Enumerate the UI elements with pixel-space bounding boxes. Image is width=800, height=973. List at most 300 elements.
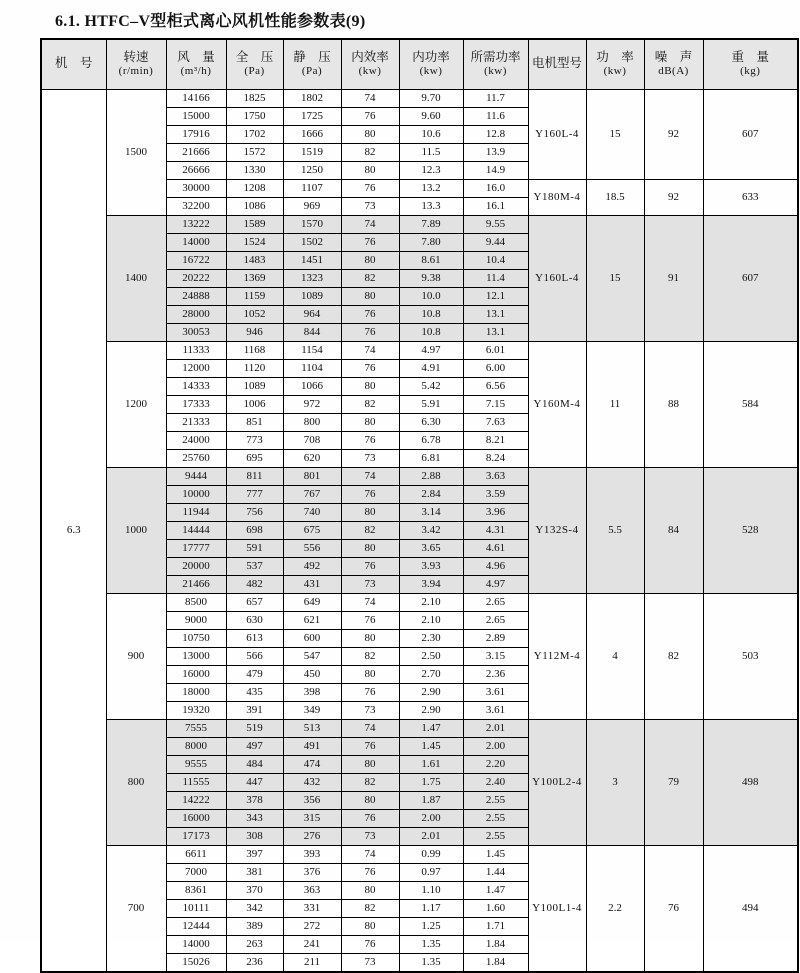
cell-total_pressure_pa: 1159: [226, 287, 283, 305]
cell-airflow_m3h: 19320: [166, 701, 226, 719]
cell-airflow_m3h: 9000: [166, 611, 226, 629]
cell-required_power_kw: 1.45: [463, 845, 528, 863]
cell-airflow_m3h: 28000: [166, 305, 226, 323]
cell-efficiency: 74: [341, 341, 399, 359]
table-header: [41, 39, 798, 89]
cell-efficiency: 76: [341, 611, 399, 629]
cell-required_power_kw: 8.21: [463, 431, 528, 449]
cell-static_pressure_pa: 969: [283, 197, 341, 215]
cell-required_power_kw: 1.44: [463, 863, 528, 881]
motor-power-cell: 5.5: [586, 467, 644, 593]
cell-efficiency: 80: [341, 251, 399, 269]
cell-efficiency: 82: [341, 899, 399, 917]
cell-required_power_kw: 3.61: [463, 683, 528, 701]
cell-efficiency: 82: [341, 269, 399, 287]
cell-static_pressure_pa: 1502: [283, 233, 341, 251]
column-unit: (Pa): [301, 65, 323, 78]
motor-weight-cell: 498: [703, 719, 798, 845]
cell-airflow_m3h: 8500: [166, 593, 226, 611]
cell-total_pressure_pa: 308: [226, 827, 283, 845]
cell-total_pressure_pa: 613: [226, 629, 283, 647]
cell-efficiency: 76: [341, 107, 399, 125]
cell-efficiency: 74: [341, 845, 399, 863]
motor-weight-cell: 528: [703, 467, 798, 593]
cell-internal_power_kw: 2.01: [399, 827, 463, 845]
cell-static_pressure_pa: 1250: [283, 161, 341, 179]
cell-airflow_m3h: 14000: [166, 233, 226, 251]
speed-cell-900: 900: [106, 593, 166, 719]
motor-power-cell: 4: [586, 593, 644, 719]
cell-efficiency: 76: [341, 683, 399, 701]
cell-internal_power_kw: 6.30: [399, 413, 463, 431]
cell-static_pressure_pa: 1519: [283, 143, 341, 161]
cell-internal_power_kw: 10.8: [399, 305, 463, 323]
cell-airflow_m3h: 10000: [166, 485, 226, 503]
column-unit: (kw): [419, 65, 443, 78]
cell-internal_power_kw: 12.3: [399, 161, 463, 179]
cell-total_pressure_pa: 630: [226, 611, 283, 629]
cell-total_pressure_pa: 381: [226, 863, 283, 881]
cell-total_pressure_pa: 1483: [226, 251, 283, 269]
cell-total_pressure_pa: 1086: [226, 197, 283, 215]
cell-total_pressure_pa: 391: [226, 701, 283, 719]
cell-static_pressure_pa: 492: [283, 557, 341, 575]
cell-total_pressure_pa: 566: [226, 647, 283, 665]
cell-required_power_kw: 3.61: [463, 701, 528, 719]
cell-efficiency: 80: [341, 917, 399, 935]
cell-required_power_kw: 8.24: [463, 449, 528, 467]
column-header-1: [106, 39, 166, 89]
cell-internal_power_kw: 11.5: [399, 143, 463, 161]
column-header-8: [528, 39, 586, 89]
table-row: [41, 719, 798, 737]
cell-total_pressure_pa: 1089: [226, 377, 283, 395]
speed-cell-800: 800: [106, 719, 166, 845]
cell-total_pressure_pa: 1006: [226, 395, 283, 413]
cell-airflow_m3h: 30053: [166, 323, 226, 341]
cell-airflow_m3h: 17777: [166, 539, 226, 557]
cell-static_pressure_pa: 1451: [283, 251, 341, 269]
cell-airflow_m3h: 14222: [166, 791, 226, 809]
cell-static_pressure_pa: 1666: [283, 125, 341, 143]
cell-efficiency: 76: [341, 737, 399, 755]
cell-static_pressure_pa: 675: [283, 521, 341, 539]
cell-total_pressure_pa: 236: [226, 953, 283, 972]
cell-efficiency: 76: [341, 179, 399, 197]
cell-airflow_m3h: 24888: [166, 287, 226, 305]
cell-airflow_m3h: 18000: [166, 683, 226, 701]
cell-total_pressure_pa: 1120: [226, 359, 283, 377]
cell-static_pressure_pa: 356: [283, 791, 341, 809]
motor-model-cell: Y112M-4: [528, 593, 586, 719]
cell-airflow_m3h: 15026: [166, 953, 226, 972]
column-label: 静 压: [293, 49, 331, 64]
cell-total_pressure_pa: 479: [226, 665, 283, 683]
cell-airflow_m3h: 16722: [166, 251, 226, 269]
cell-internal_power_kw: 2.30: [399, 629, 463, 647]
column-header-9: [586, 39, 644, 89]
cell-airflow_m3h: 11555: [166, 773, 226, 791]
cell-total_pressure_pa: 657: [226, 593, 283, 611]
column-header-3: [226, 39, 283, 89]
column-unit: (kw): [358, 65, 382, 78]
table-row: [41, 467, 798, 485]
cell-efficiency: 76: [341, 323, 399, 341]
cell-total_pressure_pa: 851: [226, 413, 283, 431]
cell-static_pressure_pa: 1066: [283, 377, 341, 395]
cell-efficiency: 76: [341, 305, 399, 323]
cell-efficiency: 73: [341, 575, 399, 593]
cell-airflow_m3h: 12000: [166, 359, 226, 377]
cell-total_pressure_pa: 1052: [226, 305, 283, 323]
motor-noise-cell: 79: [644, 719, 703, 845]
cell-efficiency: 74: [341, 467, 399, 485]
motor-model-cell: Y160M-4: [528, 341, 586, 467]
cell-required_power_kw: 11.7: [463, 89, 528, 107]
cell-internal_power_kw: 2.10: [399, 611, 463, 629]
speed-cell-1000: 1000: [106, 467, 166, 593]
cell-internal_power_kw: 3.94: [399, 575, 463, 593]
cell-required_power_kw: 4.61: [463, 539, 528, 557]
motor-power-cell: 11: [586, 341, 644, 467]
cell-static_pressure_pa: 1104: [283, 359, 341, 377]
cell-internal_power_kw: 1.87: [399, 791, 463, 809]
cell-internal_power_kw: 0.99: [399, 845, 463, 863]
cell-efficiency: 82: [341, 143, 399, 161]
cell-efficiency: 74: [341, 215, 399, 233]
cell-total_pressure_pa: 1572: [226, 143, 283, 161]
cell-airflow_m3h: 21333: [166, 413, 226, 431]
cell-static_pressure_pa: 349: [283, 701, 341, 719]
cell-static_pressure_pa: 801: [283, 467, 341, 485]
cell-airflow_m3h: 6611: [166, 845, 226, 863]
cell-required_power_kw: 12.8: [463, 125, 528, 143]
page-title: 6.1. HTFC–V型柜式离心风机性能参数表(9): [55, 13, 366, 30]
cell-static_pressure_pa: 432: [283, 773, 341, 791]
cell-efficiency: 82: [341, 395, 399, 413]
cell-airflow_m3h: 14166: [166, 89, 226, 107]
cell-static_pressure_pa: 1802: [283, 89, 341, 107]
motor-weight-cell: 494: [703, 845, 798, 972]
cell-total_pressure_pa: 1702: [226, 125, 283, 143]
cell-total_pressure_pa: 1825: [226, 89, 283, 107]
cell-total_pressure_pa: 773: [226, 431, 283, 449]
cell-efficiency: 80: [341, 125, 399, 143]
cell-airflow_m3h: 21466: [166, 575, 226, 593]
cell-required_power_kw: 4.97: [463, 575, 528, 593]
cell-static_pressure_pa: 331: [283, 899, 341, 917]
machine-number-cell: 6.3: [41, 89, 106, 972]
column-label: 功 率: [596, 49, 634, 64]
cell-airflow_m3h: 16000: [166, 665, 226, 683]
cell-required_power_kw: 2.36: [463, 665, 528, 683]
cell-internal_power_kw: 2.00: [399, 809, 463, 827]
cell-required_power_kw: 10.4: [463, 251, 528, 269]
cell-required_power_kw: 6.56: [463, 377, 528, 395]
cell-internal_power_kw: 4.97: [399, 341, 463, 359]
cell-airflow_m3h: 16000: [166, 809, 226, 827]
cell-static_pressure_pa: 211: [283, 953, 341, 972]
cell-internal_power_kw: 1.61: [399, 755, 463, 773]
cell-required_power_kw: 2.55: [463, 827, 528, 845]
column-label: 电机型号: [531, 56, 582, 71]
cell-airflow_m3h: 17333: [166, 395, 226, 413]
cell-static_pressure_pa: 315: [283, 809, 341, 827]
speed-cell-1200: 1200: [106, 341, 166, 467]
cell-airflow_m3h: 11944: [166, 503, 226, 521]
cell-efficiency: 76: [341, 557, 399, 575]
column-header-6: [399, 39, 463, 89]
column-label: 内功率: [412, 49, 450, 64]
motor-power-cell: 15: [586, 215, 644, 341]
cell-required_power_kw: 2.40: [463, 773, 528, 791]
cell-required_power_kw: 2.55: [463, 791, 528, 809]
cell-total_pressure_pa: 1369: [226, 269, 283, 287]
cell-total_pressure_pa: 389: [226, 917, 283, 935]
cell-required_power_kw: 1.47: [463, 881, 528, 899]
cell-total_pressure_pa: 698: [226, 521, 283, 539]
cell-airflow_m3h: 10750: [166, 629, 226, 647]
cell-internal_power_kw: 2.84: [399, 485, 463, 503]
cell-efficiency: 76: [341, 359, 399, 377]
cell-internal_power_kw: 2.90: [399, 683, 463, 701]
cell-internal_power_kw: 2.70: [399, 665, 463, 683]
cell-static_pressure_pa: 600: [283, 629, 341, 647]
cell-required_power_kw: 4.96: [463, 557, 528, 575]
motor-noise-cell: 92: [644, 89, 703, 179]
cell-efficiency: 80: [341, 791, 399, 809]
motor-model-cell: Y160L-4: [528, 89, 586, 179]
cell-required_power_kw: 7.15: [463, 395, 528, 413]
cell-airflow_m3h: 17916: [166, 125, 226, 143]
cell-efficiency: 73: [341, 449, 399, 467]
cell-required_power_kw: 3.63: [463, 467, 528, 485]
cell-airflow_m3h: 14444: [166, 521, 226, 539]
column-unit: (Pa): [244, 65, 265, 78]
cell-airflow_m3h: 9555: [166, 755, 226, 773]
column-label: 机 号: [54, 56, 93, 71]
cell-airflow_m3h: 15000: [166, 107, 226, 125]
cell-efficiency: 80: [341, 161, 399, 179]
cell-airflow_m3h: 7000: [166, 863, 226, 881]
cell-total_pressure_pa: 397: [226, 845, 283, 863]
cell-required_power_kw: 14.9: [463, 161, 528, 179]
cell-static_pressure_pa: 1323: [283, 269, 341, 287]
cell-airflow_m3h: 25760: [166, 449, 226, 467]
cell-airflow_m3h: 14000: [166, 935, 226, 953]
cell-efficiency: 82: [341, 521, 399, 539]
column-label: 所需功率: [470, 49, 521, 64]
column-header-5: [341, 39, 399, 89]
cell-static_pressure_pa: 474: [283, 755, 341, 773]
cell-airflow_m3h: 12444: [166, 917, 226, 935]
cell-efficiency: 76: [341, 233, 399, 251]
cell-required_power_kw: 13.9: [463, 143, 528, 161]
table-row: [41, 845, 798, 863]
cell-static_pressure_pa: 547: [283, 647, 341, 665]
table-row: [41, 593, 798, 611]
cell-required_power_kw: 1.84: [463, 953, 528, 972]
cell-required_power_kw: 1.71: [463, 917, 528, 935]
cell-total_pressure_pa: 537: [226, 557, 283, 575]
cell-required_power_kw: 2.01: [463, 719, 528, 737]
cell-internal_power_kw: 1.17: [399, 899, 463, 917]
column-header-10: [644, 39, 703, 89]
motor-weight-cell: 584: [703, 341, 798, 467]
cell-static_pressure_pa: 1725: [283, 107, 341, 125]
cell-required_power_kw: 2.55: [463, 809, 528, 827]
cell-internal_power_kw: 1.25: [399, 917, 463, 935]
column-header-7: [463, 39, 528, 89]
cell-internal_power_kw: 1.35: [399, 935, 463, 953]
cell-required_power_kw: 16.1: [463, 197, 528, 215]
cell-internal_power_kw: 6.81: [399, 449, 463, 467]
cell-airflow_m3h: 11333: [166, 341, 226, 359]
motor-power-cell: 2.2: [586, 845, 644, 972]
cell-total_pressure_pa: 591: [226, 539, 283, 557]
cell-internal_power_kw: 3.65: [399, 539, 463, 557]
cell-airflow_m3h: 9444: [166, 467, 226, 485]
cell-efficiency: 82: [341, 773, 399, 791]
cell-required_power_kw: 12.1: [463, 287, 528, 305]
cell-internal_power_kw: 1.47: [399, 719, 463, 737]
cell-required_power_kw: 2.65: [463, 611, 528, 629]
cell-static_pressure_pa: 276: [283, 827, 341, 845]
cell-static_pressure_pa: 398: [283, 683, 341, 701]
cell-internal_power_kw: 2.10: [399, 593, 463, 611]
cell-total_pressure_pa: 343: [226, 809, 283, 827]
column-header-11: [703, 39, 798, 89]
cell-total_pressure_pa: 263: [226, 935, 283, 953]
column-header-4: [283, 39, 341, 89]
motor-noise-cell: 88: [644, 341, 703, 467]
cell-total_pressure_pa: 1208: [226, 179, 283, 197]
cell-efficiency: 73: [341, 197, 399, 215]
cell-total_pressure_pa: 370: [226, 881, 283, 899]
cell-static_pressure_pa: 964: [283, 305, 341, 323]
column-unit: (kg): [740, 65, 761, 78]
cell-airflow_m3h: 13222: [166, 215, 226, 233]
cell-internal_power_kw: 1.45: [399, 737, 463, 755]
cell-static_pressure_pa: 1107: [283, 179, 341, 197]
cell-efficiency: 74: [341, 719, 399, 737]
cell-total_pressure_pa: 756: [226, 503, 283, 521]
cell-efficiency: 76: [341, 809, 399, 827]
cell-efficiency: 73: [341, 827, 399, 845]
cell-airflow_m3h: 17173: [166, 827, 226, 845]
cell-total_pressure_pa: 342: [226, 899, 283, 917]
cell-internal_power_kw: 1.75: [399, 773, 463, 791]
cell-airflow_m3h: 24000: [166, 431, 226, 449]
motor-weight-cell: 607: [703, 89, 798, 179]
motor-noise-cell: 76: [644, 845, 703, 972]
cell-internal_power_kw: 3.42: [399, 521, 463, 539]
cell-required_power_kw: 11.6: [463, 107, 528, 125]
cell-airflow_m3h: 32200: [166, 197, 226, 215]
cell-static_pressure_pa: 708: [283, 431, 341, 449]
motor-model-cell: Y160L-4: [528, 215, 586, 341]
cell-efficiency: 76: [341, 935, 399, 953]
cell-efficiency: 80: [341, 755, 399, 773]
cell-total_pressure_pa: 695: [226, 449, 283, 467]
cell-static_pressure_pa: 363: [283, 881, 341, 899]
cell-static_pressure_pa: 376: [283, 863, 341, 881]
cell-internal_power_kw: 5.91: [399, 395, 463, 413]
cell-efficiency: 73: [341, 701, 399, 719]
column-label: 内效率: [351, 49, 389, 64]
speed-cell-1500: 1500: [106, 89, 166, 215]
cell-internal_power_kw: 2.90: [399, 701, 463, 719]
cell-internal_power_kw: 9.70: [399, 89, 463, 107]
motor-power-cell: 3: [586, 719, 644, 845]
cell-required_power_kw: 9.44: [463, 233, 528, 251]
cell-static_pressure_pa: 491: [283, 737, 341, 755]
cell-airflow_m3h: 7555: [166, 719, 226, 737]
cell-airflow_m3h: 10111: [166, 899, 226, 917]
cell-static_pressure_pa: 241: [283, 935, 341, 953]
cell-internal_power_kw: 1.35: [399, 953, 463, 972]
cell-total_pressure_pa: 484: [226, 755, 283, 773]
cell-static_pressure_pa: 431: [283, 575, 341, 593]
cell-airflow_m3h: 21666: [166, 143, 226, 161]
cell-total_pressure_pa: 447: [226, 773, 283, 791]
cell-airflow_m3h: 8000: [166, 737, 226, 755]
cell-required_power_kw: 7.63: [463, 413, 528, 431]
motor-model-cell: Y180M-4: [528, 179, 586, 215]
motor-weight-cell: 607: [703, 215, 798, 341]
cell-required_power_kw: 3.15: [463, 647, 528, 665]
motor-power-cell: 18.5: [586, 179, 644, 215]
cell-internal_power_kw: 7.89: [399, 215, 463, 233]
cell-efficiency: 76: [341, 485, 399, 503]
cell-total_pressure_pa: 378: [226, 791, 283, 809]
cell-total_pressure_pa: 777: [226, 485, 283, 503]
cell-internal_power_kw: 2.50: [399, 647, 463, 665]
cell-required_power_kw: 9.55: [463, 215, 528, 233]
motor-noise-cell: 84: [644, 467, 703, 593]
cell-static_pressure_pa: 556: [283, 539, 341, 557]
cell-required_power_kw: 13.1: [463, 305, 528, 323]
table-row: [41, 89, 798, 107]
cell-airflow_m3h: 26666: [166, 161, 226, 179]
cell-required_power_kw: 2.89: [463, 629, 528, 647]
motor-noise-cell: 82: [644, 593, 703, 719]
cell-required_power_kw: 2.00: [463, 737, 528, 755]
cell-efficiency: 80: [341, 881, 399, 899]
cell-efficiency: 76: [341, 863, 399, 881]
motor-model-cell: Y132S-4: [528, 467, 586, 593]
cell-efficiency: 74: [341, 593, 399, 611]
cell-static_pressure_pa: 621: [283, 611, 341, 629]
cell-efficiency: 80: [341, 413, 399, 431]
cell-internal_power_kw: 5.42: [399, 377, 463, 395]
cell-required_power_kw: 2.20: [463, 755, 528, 773]
cell-internal_power_kw: 10.6: [399, 125, 463, 143]
cell-static_pressure_pa: 649: [283, 593, 341, 611]
cell-internal_power_kw: 9.38: [399, 269, 463, 287]
cell-efficiency: 80: [341, 503, 399, 521]
cell-required_power_kw: 1.60: [463, 899, 528, 917]
cell-efficiency: 80: [341, 539, 399, 557]
motor-weight-cell: 633: [703, 179, 798, 215]
cell-efficiency: 76: [341, 431, 399, 449]
cell-efficiency: 80: [341, 629, 399, 647]
motor-model-cell: Y100L1-4: [528, 845, 586, 972]
cell-required_power_kw: 16.0: [463, 179, 528, 197]
cell-internal_power_kw: 0.97: [399, 863, 463, 881]
cell-required_power_kw: 11.4: [463, 269, 528, 287]
cell-total_pressure_pa: 1589: [226, 215, 283, 233]
